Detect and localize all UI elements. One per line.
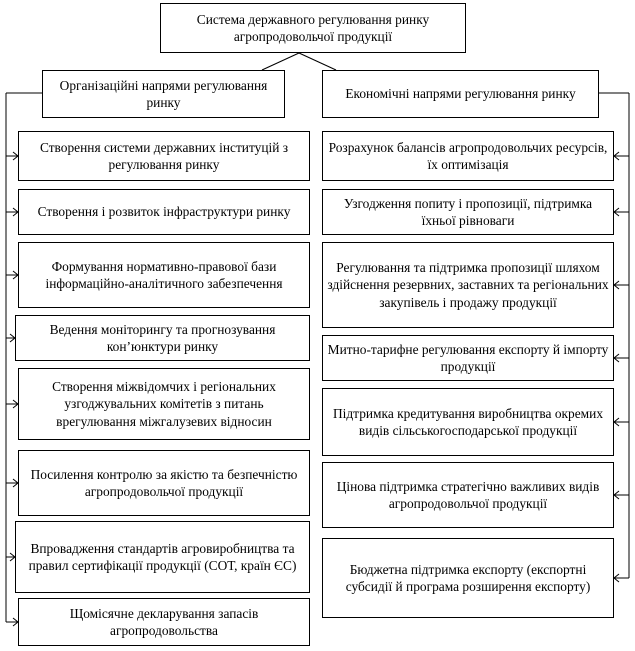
left-branch-arrow-5 <box>6 400 18 408</box>
title-box: Система державного регулювання ринку агропродовольчої продукції <box>160 3 466 53</box>
left-item-infrastructure: Створення і розвиток інфраструктури ринку <box>18 189 310 235</box>
left-item-quality-control: Посилення контролю за якістю та безпечністю агропродовольчої продукції <box>18 450 310 516</box>
right-branch-arrow-6 <box>614 491 629 499</box>
connector-title-right <box>299 53 336 70</box>
right-item-supply-demand: Узгодження попиту і пропозиції, підтримка їхньої рівноваги <box>322 189 614 235</box>
left-header-box: Організаційні напрями регулювання ринку <box>42 70 285 118</box>
right-item-supply-regulation: Регулювання та підтримка пропозиції шляхом здійснення резервних, заставних та регіональних закупівель і продажу продукції <box>322 242 614 328</box>
right-header-box: Економічні напрями регулювання ринку <box>322 70 599 118</box>
right-item-credit-support: Підтримка кредитування виробництва окремих видів сільськогосподарської продукції <box>322 388 614 456</box>
left-item-standards: Впровадження стандартів агровиробництва та правил сертифікації продукції (СОТ, країн ЄС) <box>15 521 310 593</box>
left-branch-arrow-7 <box>6 553 15 561</box>
right-item-customs-tariff: Митно-тарифне регулювання експорту й імпорту продукції <box>322 335 614 381</box>
right-branch-arrow-1 <box>614 152 629 160</box>
right-branch-arrow-3 <box>614 281 629 289</box>
left-item-monitoring: Ведення моніторингу та прогнозування кон’юнктури ринку <box>15 315 310 361</box>
left-branch-arrow-3 <box>6 271 18 279</box>
left-item-state-institutions: Створення системи державних інституцій з регулювання ринку <box>18 131 310 181</box>
left-item-legal-base: Формування нормативно-правової бази інформаційно-аналітичного забезпечення <box>18 242 310 308</box>
right-item-price-support: Цінова підтримка стратегічно важливих видів агропродовольчої продукції <box>322 462 614 528</box>
left-item-committees: Створення міжвідомчих і регіональних узгоджувальних комітетів з питань врегулювання міжгалузевих відносин <box>18 368 310 440</box>
right-branch-arrow-7 <box>614 574 629 582</box>
right-item-export-support: Бюджетна підтримка експорту (експортні субсидії й програма розширення експорту) <box>322 538 614 618</box>
right-branch-arrow-4 <box>614 354 629 362</box>
left-branch-arrow-1 <box>6 152 18 160</box>
left-branch-arrow-6 <box>6 479 18 487</box>
connector-title-left <box>262 53 299 70</box>
right-item-balances: Розрахунок балансів агропродовольчих ресурсів, їх оптимізація <box>322 131 614 181</box>
right-branch-arrow-2 <box>614 208 629 216</box>
left-branch-arrow-2 <box>6 208 18 216</box>
left-branch-arrow-8 <box>6 618 18 626</box>
right-branch-arrow-5 <box>614 418 629 426</box>
left-item-declaration: Щомісячне декларування запасів агропродовольства <box>18 598 310 646</box>
left-branch-arrow-4 <box>6 334 15 342</box>
